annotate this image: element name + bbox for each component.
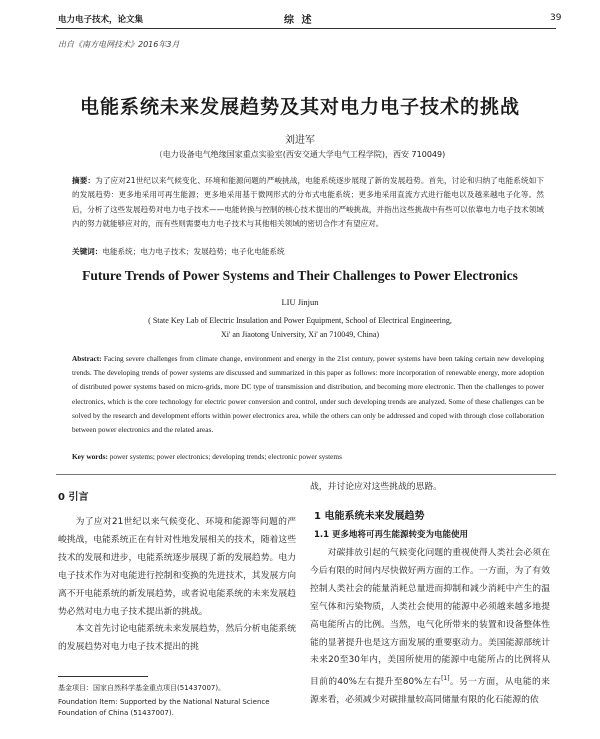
- footnote-fund-cn: 基金项目：国家自然科学基金重点项目(51437007)。: [58, 684, 226, 692]
- chinese-keywords-text: 电能系统；电力电子技术；发展趋势；电子化电能系统: [102, 247, 285, 256]
- section-0-title: 0 引言: [58, 492, 89, 503]
- citation-1: [1]: [441, 675, 450, 683]
- header-rule: [56, 28, 556, 29]
- section-0-paragraph-1: 为了应对21世纪以来气候变化、环境和能源等问题的严峻挑战，电能系统正在有针对性地发展相关的技术，随着这些技术的发展和进步，电能系统逐步展现了新的发展趋势。电力电子技术作为对电能进行控制和变换的先进技术，其发展方向离不开电能系统的新发展趋势，或者说电能系统的未来发展趋势必然对电力电子技术提出新的挑战。: [58, 517, 296, 617]
- source-line: 出自《南方电网技术》2016年3月: [58, 40, 180, 49]
- page-number: 39: [550, 13, 562, 23]
- section-label: 综 述: [284, 15, 314, 26]
- english-affiliation: [40, 314, 560, 341]
- abstract-divider: [56, 474, 556, 475]
- english-abstract-label: Abstract:: [72, 354, 102, 363]
- chinese-keywords-label: 关键词：: [72, 247, 103, 256]
- english-abstract-text: Facing severe challenges from climate change, environment and energy in the 21st century, power systems have been taking certain new developing trends. The developing trends of power systems are discussed and summarized in this paper as follows: more incorporation of renewable energy, more adoption of distributed power systems based on micro-grids, more DC type of transmission and distribution, and becoming more electronic. Then the challenges to power electronics, which is the core technology for electric power conversion and control, under such developing trends are analyzed. Some of these challenges can be solved by the research and development efforts within power electronics area, while the others can only be addressed and coped with through close collaboration between power electronics and the related areas.: [72, 354, 544, 435]
- chinese-keywords: [72, 246, 544, 257]
- chinese-abstract-text: 为了应对21世纪以来气候变化、环境和能源问题的严峻挑战，电能系统逐步展现了新的发展趋势。首先，讨论和归纳了电能系统如下的发展趋势：更多地采用可再生能源；更多地采用基于微网形式的分布式电能系统；更多地采用直流方式进行能电以及越来越电子化等。然后，分析了这些发展趋势对电力电子技术——电能转换与控制的核心技术提出的严峻挑战，并指出这些挑战中有些可以依靠电力电子技术领域内的努力就能够应对的，而有些则需要电力电子技术与其他相关领域的密切合作才有望应对。: [72, 176, 545, 229]
- english-keywords-text: power systems; power electronics; developing trends; electronic power systems: [109, 452, 342, 461]
- english-keywords: [72, 452, 544, 461]
- chinese-affiliation: （电力设备电气绝缘国家重点实验室(西安交通大学电气工程学院)，西安 710049): [154, 150, 446, 159]
- section-1-title: 1 电能系统未来发展趋势: [314, 511, 425, 522]
- section-0-body: [58, 514, 296, 657]
- english-title: Future Trends of Power Systems and Their Challenges to Power Electronics: [82, 268, 518, 283]
- right-column-continuation: 战，并讨论应对这些挑战的思路。: [310, 482, 442, 492]
- section-0-paragraph-2: 本文首先讨论电能系统未来发展趋势，然后分析电能系统的发展趋势对电力电子技术提出的挑: [58, 624, 296, 653]
- english-abstract: [72, 352, 544, 437]
- journal-name: 电力电子技术，论文集: [58, 15, 144, 25]
- footnote-rule: [58, 676, 148, 677]
- english-affiliation-line2: Xi' an Jiaotong University, Xi' an 710049, China): [220, 329, 380, 339]
- chinese-abstract: [72, 174, 544, 232]
- subsection-1-1-title: 1.1 更多地将可再生能源转变为电能使用: [314, 530, 469, 540]
- chinese-abstract-label: 摘要：: [72, 176, 96, 185]
- subsection-1-1-body: [310, 545, 550, 710]
- english-affiliation-line1: ( State Key Lab of Electric Insulation and Power Equipment, School of Electrical Engineering,: [148, 316, 452, 325]
- chinese-title: 电能系统未来发展趋势及其对电力电子技术的挑战: [79, 96, 520, 118]
- chinese-author: 刘进军: [285, 135, 315, 146]
- subsection-1-1-text-b: 。另一方面，从电能的来源来看，必须减少对碳排量较高同储量有限的化石能源的依: [310, 677, 550, 706]
- subsection-1-1-text: 对碳排放引起的气候变化问题的重视使得人类社会必须在今后有限的时间内尽快做好两方面的工作。一方面，为了有效控制人类社会的能量消耗总量进而抑制和减少消耗中产生的温室气体和污染物质，人类社会使用的能源中必须越来越多地提高电能所占的比例。当然，电气化所带来的装置和设备整体性能的显著提升也是这方面发展的重要驱动力。美国能源部统计未来20至30年内，美国所使用的能源中电能所占的比例将从目前的40%左右提升至80%左右: [310, 548, 550, 688]
- english-keywords-label: Key words:: [72, 452, 108, 461]
- footnote-fund-en: Foundation Item: Supported by the National Natural Science Foundation of China (51437007).: [58, 698, 270, 717]
- english-author: LIU Jinjun: [281, 297, 319, 307]
